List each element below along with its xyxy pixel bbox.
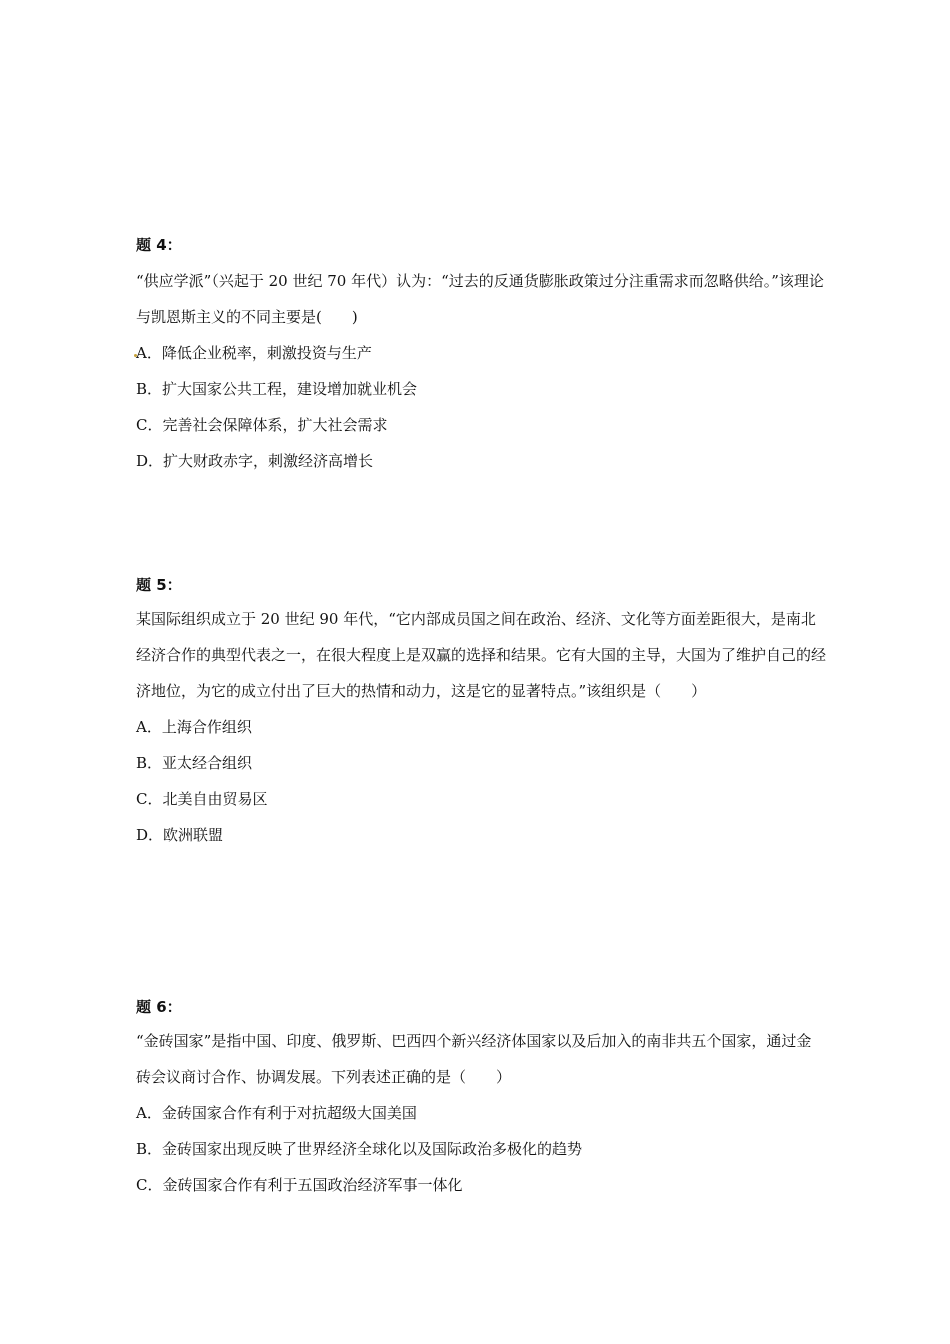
question-stem: 某国际组织成立于 20 世纪 90 年代，“它内部成员国之间在政治、经济、文化等方面差距很大，是南北经济合作的典型代表之一，在很大程度上是双赢的选择和结果。它有大国的主导，大国为了维护自己的经济地位，为它的成立付出了巨大的热情和动力，这是它的显著特点。”该组织是（ ） (136, 610, 827, 700)
option-d: D．欧洲联盟 (136, 826, 224, 844)
option-a: A．上海合作组织 (136, 718, 252, 736)
question-5 (136, 575, 826, 853)
option-list (136, 335, 826, 479)
question-4 (136, 235, 826, 479)
option-b: B．金砖国家出现反映了世界经济全球化以及国际政治多极化的趋势 (136, 1140, 583, 1158)
question-title: 题 6： (136, 998, 182, 1016)
option-b: B．扩大国家公共工程，建设增加就业机会 (136, 380, 418, 398)
option-c: C．北美自由贸易区 (136, 790, 268, 808)
option-list (136, 1095, 826, 1203)
question-stem: “供应学派”（兴起于 20 世纪 70 年代）认为：“过去的反通货膨胀政策过分注重需求而忽略供给。”该理论与凯恩斯主义的不同主要是( ) (136, 272, 824, 326)
option-list (136, 709, 826, 853)
option-a: A．降低企业税率，刺激投资与生产 (136, 344, 372, 362)
question-stem: “金砖国家”是指中国、印度、俄罗斯、巴西四个新兴经济体国家以及后加入的南非共五个国家，通过金砖会议商讨合作、协调发展。下列表述正确的是（ ） (136, 1032, 812, 1086)
option-a: A．金砖国家合作有利于对抗超级大国美国 (136, 1104, 417, 1122)
option-d: D．扩大财政赤字，刺激经济高增长 (136, 452, 374, 470)
option-b: B．亚太经合组织 (136, 754, 253, 772)
question-6 (136, 997, 826, 1203)
question-title: 题 4： (136, 236, 182, 254)
option-c: C．金砖国家合作有利于五国政治经济军事一体化 (136, 1176, 463, 1194)
question-title: 题 5： (136, 576, 182, 594)
option-c: C．完善社会保障体系，扩大社会需求 (136, 416, 388, 434)
